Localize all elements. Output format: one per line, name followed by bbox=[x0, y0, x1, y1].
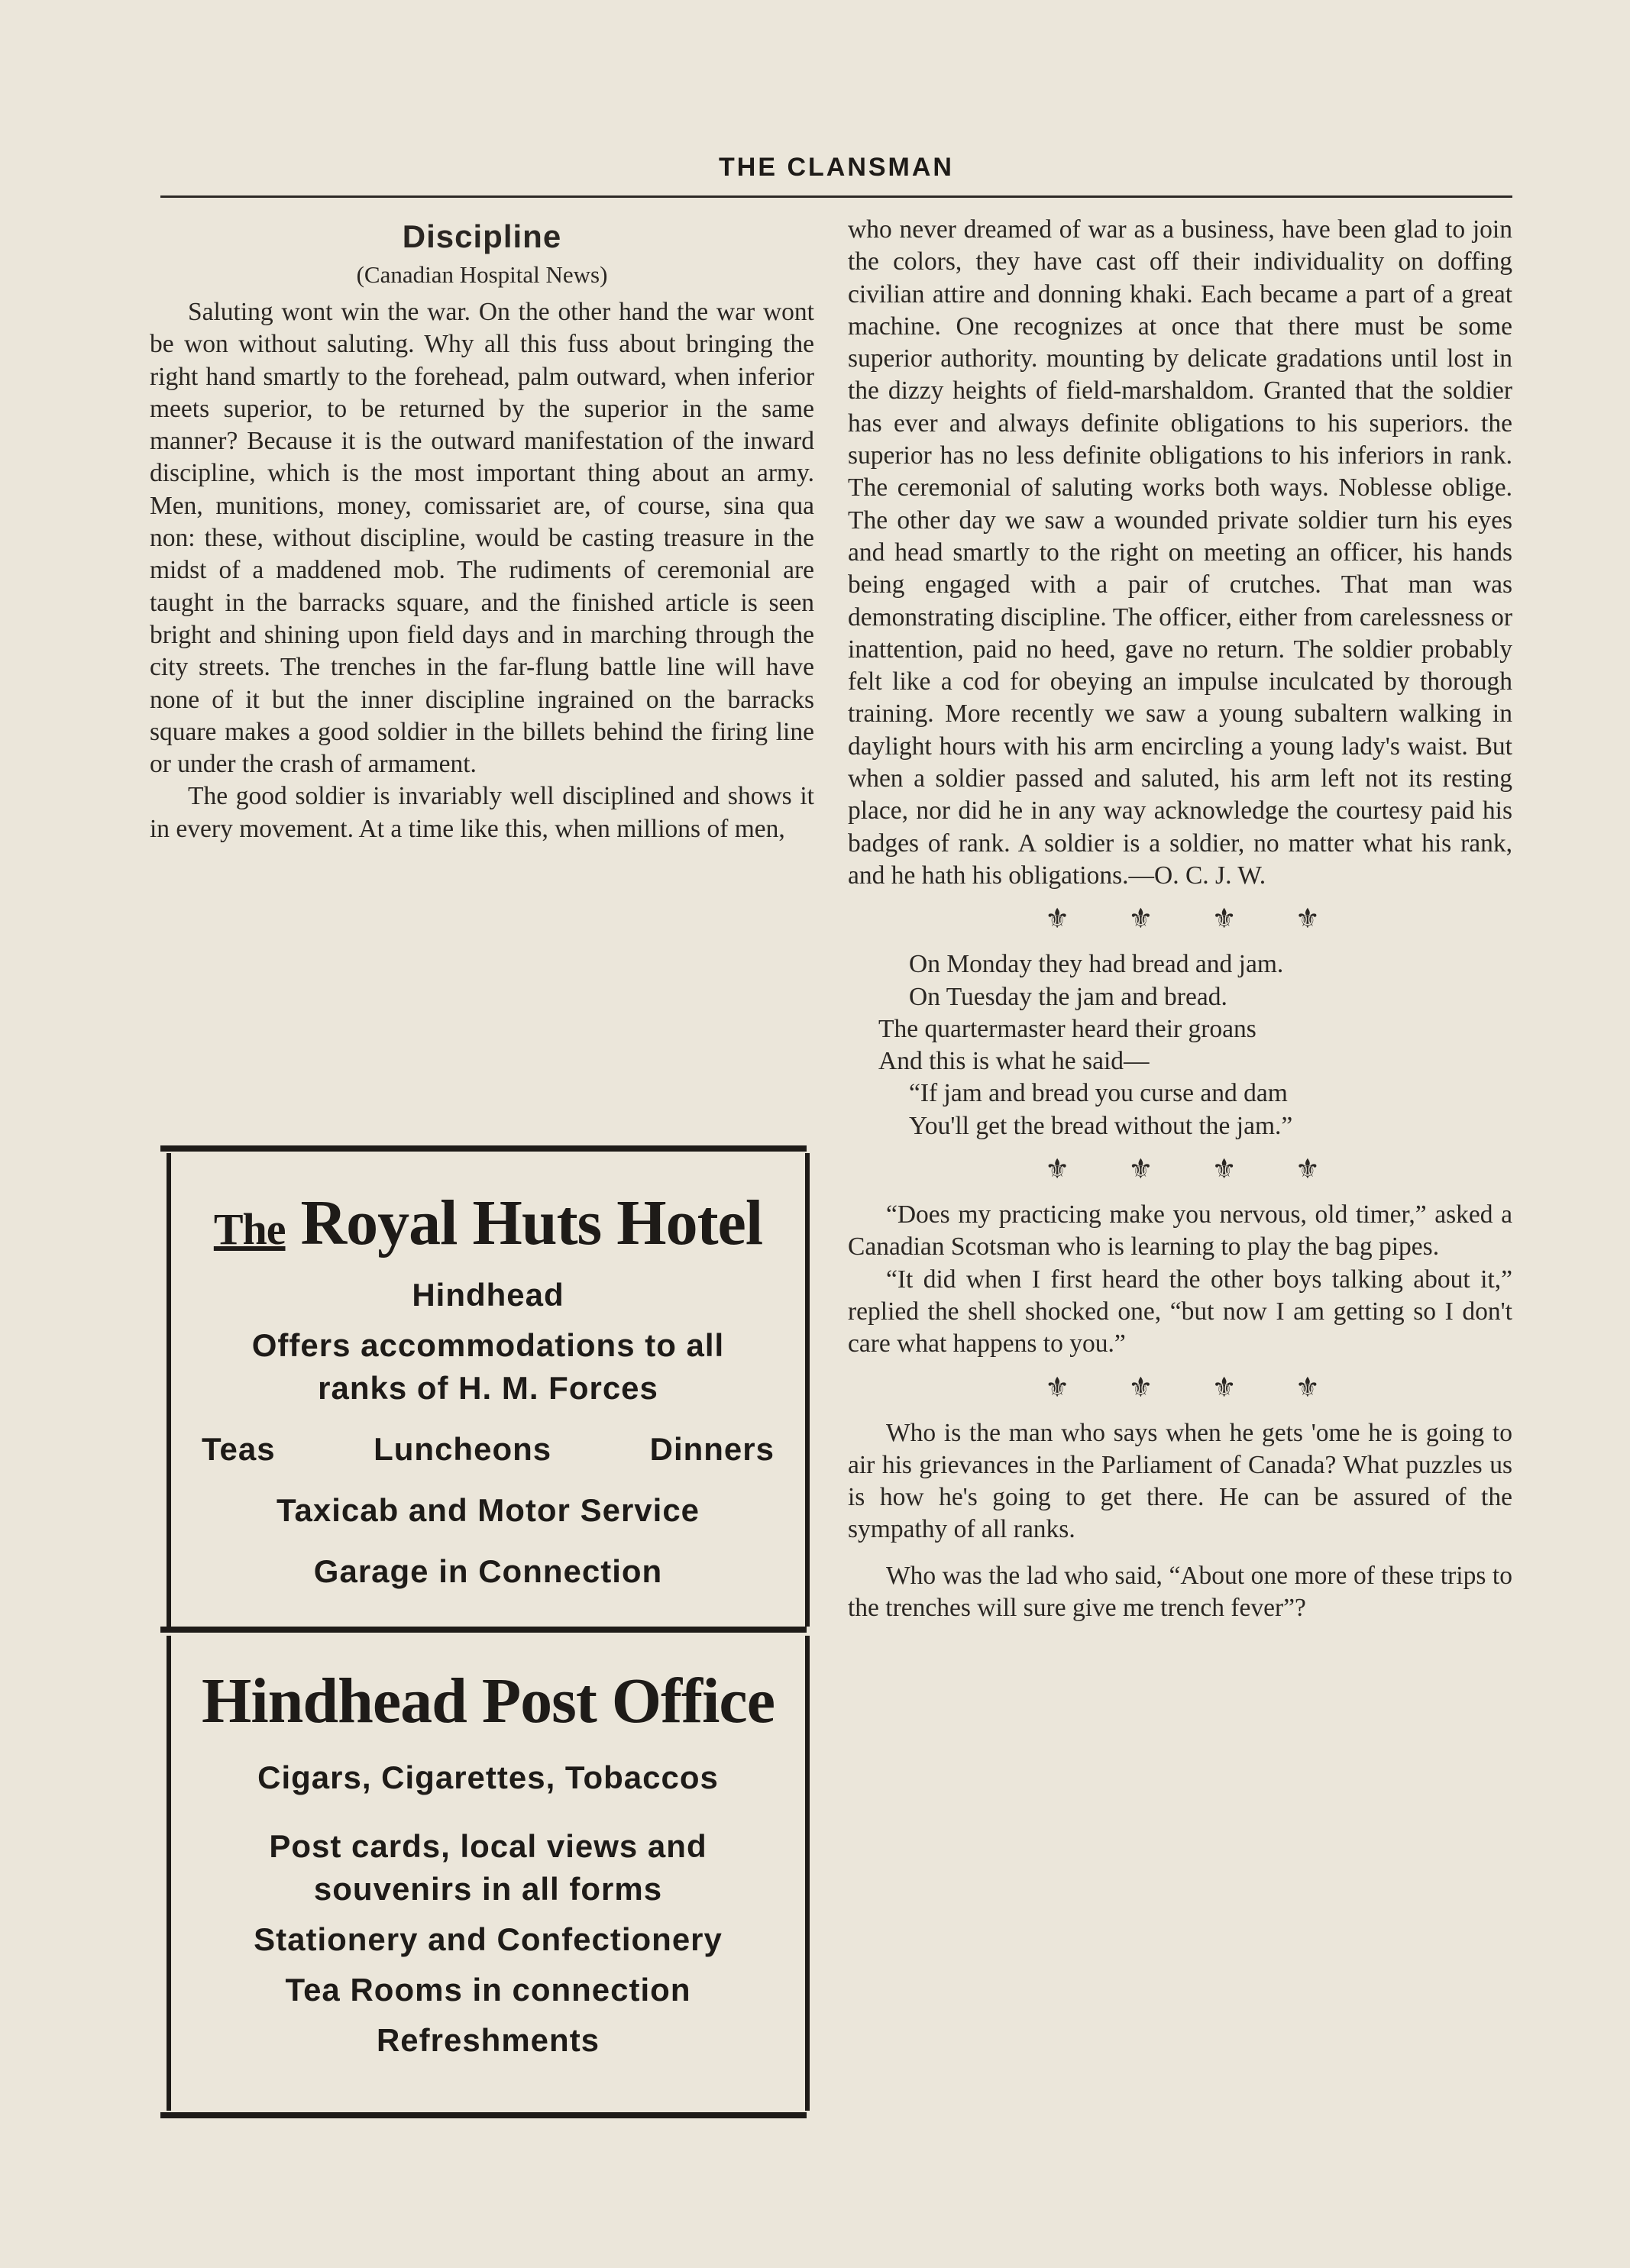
post-line-6: Refreshments bbox=[376, 2022, 600, 2058]
article-paragraph-2: The good soldier is invariably well disciplined and shows it in every movement. At a time like this, when millions of men, bbox=[150, 782, 814, 843]
fleur-de-lis-divider-1: ⚜ ⚜ ⚜ ⚜ bbox=[1044, 903, 1347, 935]
hotel-line-1: Offers accommodations to all bbox=[251, 1327, 725, 1363]
post-line-4: Stationery and Confectionery bbox=[254, 1921, 723, 1957]
hotel-title bbox=[171, 1187, 805, 1266]
post-office-title: Hindhead Post Office bbox=[202, 1665, 775, 1737]
fleur-de-lis-divider-2: ⚜ ⚜ ⚜ ⚜ bbox=[1044, 1154, 1347, 1185]
hotel-location: Hindhead bbox=[412, 1277, 564, 1313]
article-source: (Canadian Hospital News) bbox=[356, 261, 608, 288]
article-paragraph-1: Saluting wont win the war. On the other hand the war wont be won without saluting. Why all this fuss about bringing the right hand smartly to the forehead, palm outward, when inferior meets superior, to be returned by the superior in the same manner? Because it is the outward manifestation of the inward discipline, which is the most important thing about an army. Men, munitions, money, comissariet are, of course, sina qua non: these, without discipline, would be casting treasure in the midst of a maddened mob. The rudiments of ceremonial are taught in the barracks square, and the finished article is seen bright and shining upon field days and in marching through the city streets. The trenches in the far-flung battle line will have none of it but the inner discipline ingrained on the barracks square makes a good soldier in the billets behind the firing line or under the crash of armament. bbox=[150, 298, 814, 779]
ad-bottom-rule bbox=[160, 2112, 807, 2118]
verse-line-5: “If jam and bread you curse and dam bbox=[909, 1079, 1288, 1108]
article-title: Discipline bbox=[402, 218, 562, 254]
post-line-1: Cigars, Cigarettes, Tobaccos bbox=[257, 1759, 719, 1795]
right-column bbox=[848, 214, 1512, 1624]
hotel-line-4: Garage in Connection bbox=[313, 1553, 663, 1589]
fleur-de-lis-divider-3: ⚜ ⚜ ⚜ ⚜ bbox=[1044, 1371, 1347, 1403]
joke-pipes-paragraph-2: “It did when I first heard the other boys talking about it,” replied the shell shocked one, “but now I am getting so I don't care what happens to you.” bbox=[848, 1265, 1512, 1359]
hotel-services bbox=[171, 1428, 805, 1471]
ad-royal-huts-hotel bbox=[167, 1153, 810, 1627]
hotel-service-luncheons: Luncheons bbox=[374, 1431, 552, 1467]
ad-middle-rule bbox=[160, 1627, 807, 1633]
hotel-title-main: Royal Huts Hotel bbox=[300, 1187, 763, 1258]
joke-parliament-paragraph: Who is the man who says when he gets 'ome he is going to air his grievances in the Parliament of Canada? What puzzles us is how he's going to get there. He can be assured of the sympathy of all ranks. bbox=[848, 1418, 1512, 1544]
left-column bbox=[150, 214, 814, 845]
hotel-service-dinners: Dinners bbox=[649, 1431, 775, 1467]
verse-line-1: On Monday they had bread and jam. bbox=[909, 950, 1284, 979]
verse-line-2: On Tuesday the jam and bread. bbox=[909, 982, 1227, 1011]
hotel-line-2: ranks of H. M. Forces bbox=[318, 1370, 658, 1406]
verse-line-4: And this is what he said— bbox=[878, 1047, 1150, 1076]
running-head: THE CLANSMAN bbox=[719, 153, 954, 182]
hotel-title-the: The bbox=[213, 1204, 286, 1254]
article-paragraph-3: who never dreamed of war as a business, have been glad to join the colors, they have cast off their individuality on doffing civilian attire and donning khaki. Each became a part of a great machine. One recognizes at once that there must be some superior authority. mounting by delicate gradations until lost in the dizzy heights of field-marshaldom. Granted that the soldier has ever and always definite obligations to his superiors. the superior has no less definite obligations to his inferiors in rank. The ceremonial of saluting works both ways. Noblesse oblige. The other day we saw a wounded private soldier turn his eyes and head smartly to the right on meeting an officer, his hands being engaged with a pair of crutches. That man was demonstrating discipline. The officer, either from carelessness or inattention, paid no heed, gave no return. The soldier probably felt like a cod for obeying an impulse inculcated by thorough training. More recently we saw a young subaltern walking in daylight hours with his arm encircling a young lady's waist. But when a soldier passed and saluted, his arm left not its resting place, nor did he in any way acknowledge the courtesy paid his badges of rank. A soldier is a soldier, no matter what his rank, and he hath his obligations.—O. C. J. W. bbox=[848, 215, 1512, 890]
hotel-service-teas: Teas bbox=[202, 1431, 276, 1467]
verse-line-3: The quartermaster heard their groans bbox=[878, 1014, 1256, 1043]
joke-trench-paragraph: Who was the lad who said, “About one more of these trips to the trenches will sure give me trench fever”? bbox=[848, 1561, 1512, 1622]
ad-hindhead-post-office bbox=[167, 1636, 810, 2111]
post-line-2: Post cards, local views and bbox=[269, 1828, 707, 1864]
verse-line-6: You'll get the bread without the jam.” bbox=[909, 1111, 1293, 1140]
ad-top-rule bbox=[160, 1145, 807, 1152]
verse-bread-and-jam bbox=[878, 948, 1512, 1142]
joke-pipes-paragraph-1: “Does my practicing make you nervous, old timer,” asked a Canadian Scotsman who is learning to play the bag pipes. bbox=[848, 1200, 1512, 1262]
post-line-3: souvenirs in all forms bbox=[313, 1871, 663, 1907]
post-line-5: Tea Rooms in connection bbox=[285, 1972, 691, 2008]
hotel-line-3: Taxicab and Motor Service bbox=[276, 1492, 700, 1528]
header-rule bbox=[160, 195, 1512, 198]
